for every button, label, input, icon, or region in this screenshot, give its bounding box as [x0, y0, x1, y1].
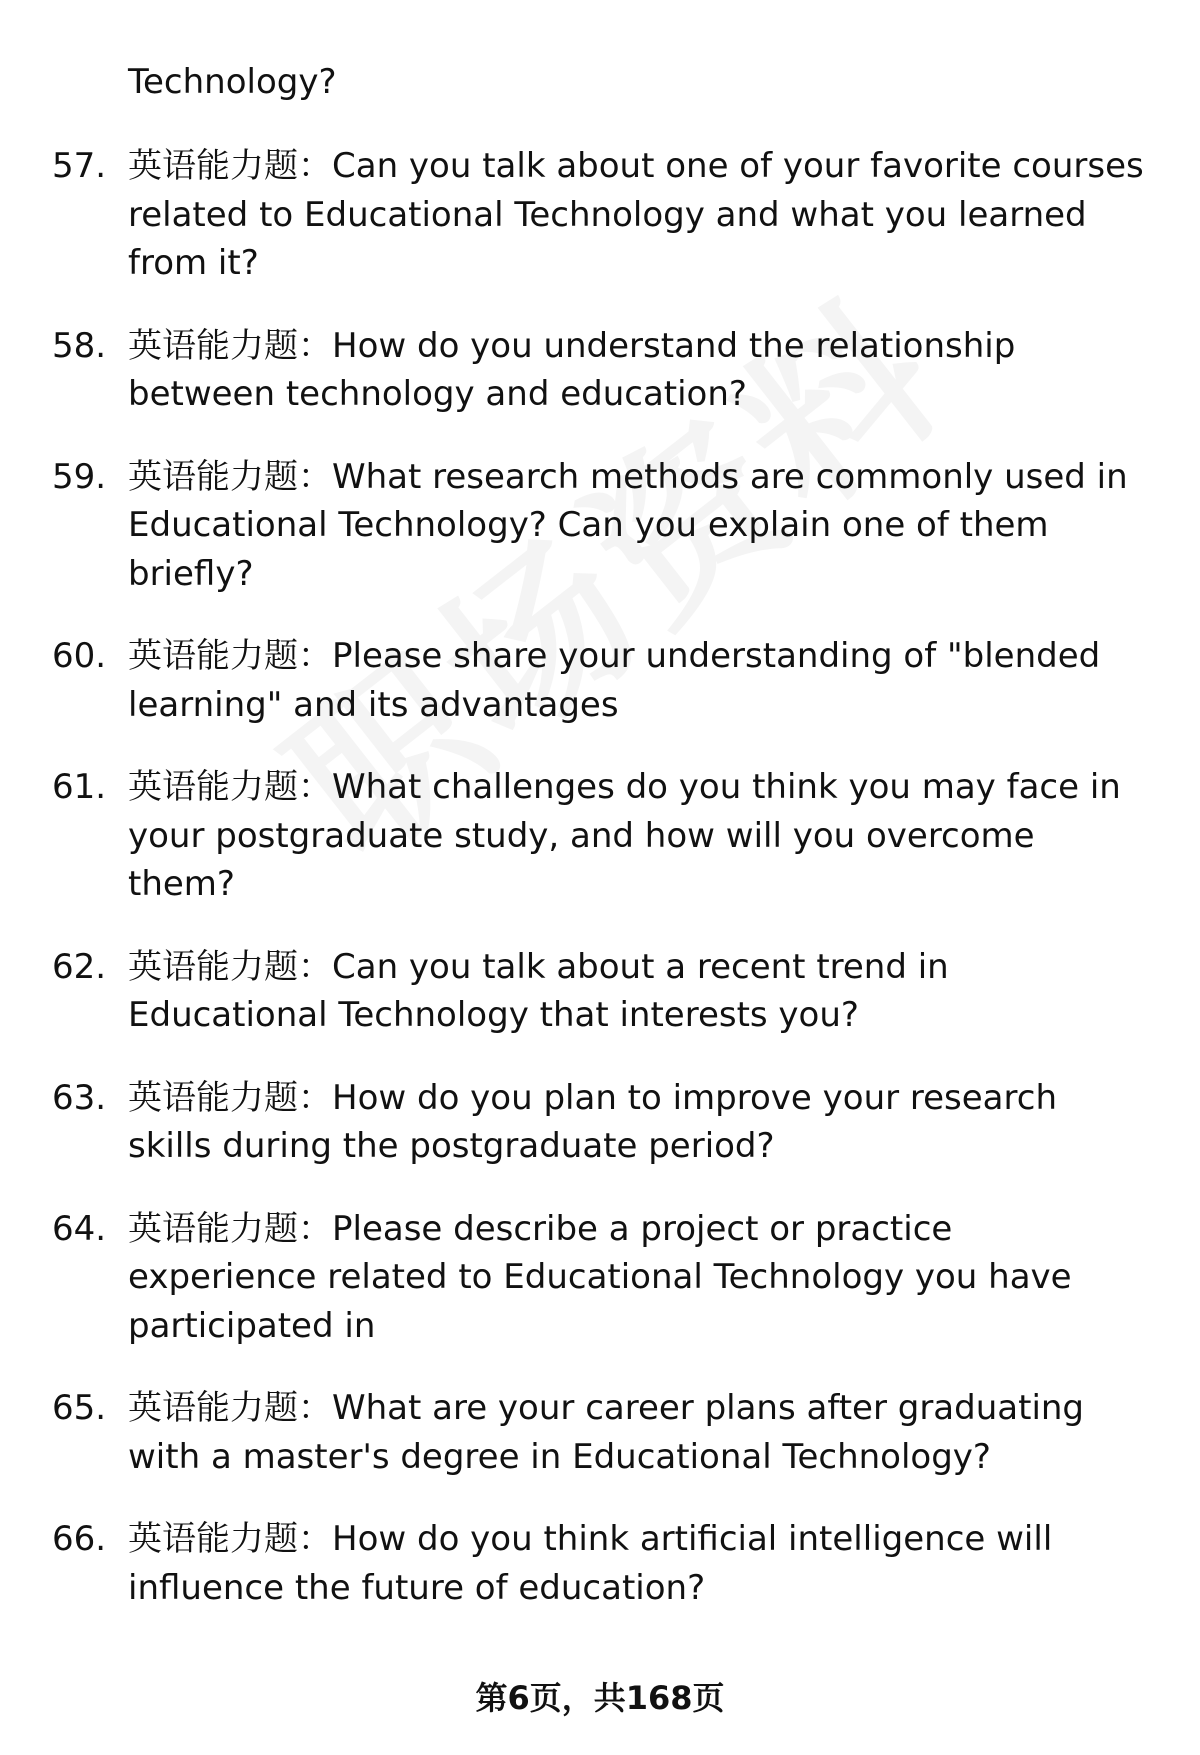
question-item	[0, 1515, 1200, 1612]
question-item	[0, 943, 1200, 1040]
question-body	[128, 1515, 1148, 1612]
question-number: 57.	[52, 146, 107, 186]
question-prefix: 英语能力题：	[128, 1388, 332, 1428]
question-prefix: 英语能力题：	[128, 1208, 332, 1249]
question-number: 60.	[52, 636, 107, 676]
question-text: How do you think artificial intelligence will influence the future of education?	[128, 1519, 1053, 1608]
question-body	[128, 453, 1148, 599]
question-body	[128, 943, 1148, 1040]
question-number: 59.	[52, 456, 107, 497]
question-text: How do you understand the relationship between technology and education?	[128, 325, 1016, 414]
question-number: 65.	[52, 1388, 107, 1428]
question-text: What research methods are commonly used in Educational Technology? Can you explain one of them briefly?	[128, 456, 1128, 594]
question-prefix: 英语能力题：	[128, 767, 332, 807]
question-list	[0, 142, 1200, 1646]
question-prefix: 英语能力题：	[128, 1519, 332, 1559]
question-text: Please share your understanding of "blended learning" and its advantages	[128, 636, 1101, 725]
question-body	[128, 322, 1148, 419]
question-text: Please describe a project or practice experience related to Educational Technology you have participated in	[128, 1208, 1072, 1346]
question-text: How do you plan to improve your research skills during the postgraduate period?	[128, 1077, 1057, 1166]
question-text: Can you talk about one of your favorite courses related to Educational Technology and what you learned from it?	[128, 146, 1144, 283]
page-footer: 第6页，共168页	[475, 1679, 725, 1717]
question-number: 63.	[52, 1077, 107, 1118]
question-item	[0, 142, 1200, 288]
question-item	[0, 632, 1200, 729]
question-prefix: 英语能力题：	[128, 325, 332, 366]
question-item	[0, 763, 1200, 909]
question-item	[0, 322, 1200, 419]
question-prefix: 英语能力题：	[128, 636, 332, 676]
question-text: Can you talk about a recent trend in Educational Technology that interests you?	[128, 946, 949, 1035]
question-number: 62.	[52, 946, 107, 987]
question-prefix: 英语能力题：	[128, 456, 332, 497]
question-number: 61.	[52, 767, 107, 807]
question-body	[128, 1205, 1148, 1351]
question-item	[0, 1074, 1200, 1171]
question-body	[128, 632, 1148, 729]
question-number: 66.	[52, 1519, 107, 1559]
question-text: What challenges do you think you may face in your postgraduate study, and how will you overcome them?	[128, 767, 1121, 904]
question-prefix: 英语能力题：	[128, 946, 332, 987]
continued-question-text: Technology?	[128, 62, 337, 102]
question-text: What are your career plans after graduating with a master's degree in Educational Technology?	[128, 1388, 1085, 1477]
question-number: 64.	[52, 1208, 107, 1249]
question-number: 58.	[52, 325, 107, 366]
question-prefix: 英语能力题：	[128, 146, 332, 186]
question-item	[0, 1384, 1200, 1481]
question-prefix: 英语能力题：	[128, 1077, 332, 1118]
question-body	[128, 1074, 1148, 1171]
question-body	[128, 1384, 1148, 1481]
question-item	[0, 453, 1200, 599]
question-item	[0, 1205, 1200, 1351]
question-body	[128, 763, 1148, 909]
question-body	[128, 142, 1148, 288]
